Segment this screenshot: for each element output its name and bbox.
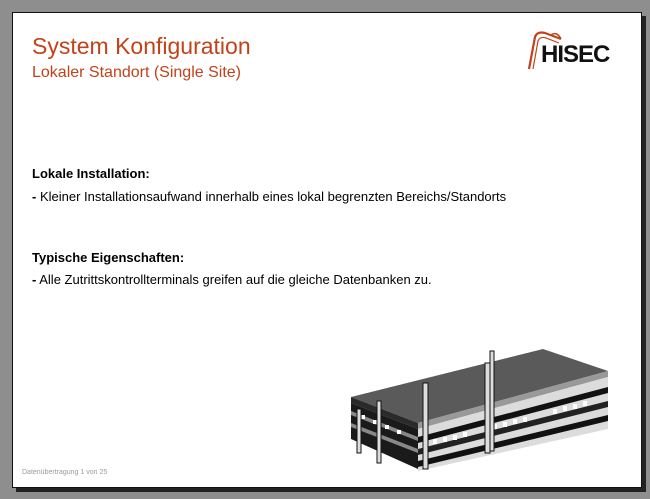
bullet-marker: - <box>32 272 37 287</box>
slide-canvas <box>12 12 642 488</box>
bullet-text-installation: Kleiner Installationsaufwand innerhalb eines lokal begrenzten Bereichs/Standorts <box>39 189 507 204</box>
section-heading-properties: Typische Eigenschaften: <box>32 250 185 265</box>
bullet-installation <box>32 189 506 204</box>
section-heading-installation: Lokale Installation: <box>32 166 150 181</box>
slide-footer: Datenübertragung 1 von 25 <box>22 469 108 476</box>
hisec-logo <box>521 27 619 77</box>
slide-subtitle: Lokaler Standort (Single Site) <box>32 64 241 81</box>
bullet-text-properties: Alle Zutrittskontrollterminals greifen auf die gleiche Datenbanken zu. <box>39 272 432 287</box>
office-building-icon <box>333 331 623 473</box>
logo-text: HISEC <box>541 41 610 68</box>
slide-title: System Konfiguration <box>32 33 251 59</box>
bullet-properties <box>32 272 432 287</box>
bullet-marker: - <box>32 189 37 204</box>
